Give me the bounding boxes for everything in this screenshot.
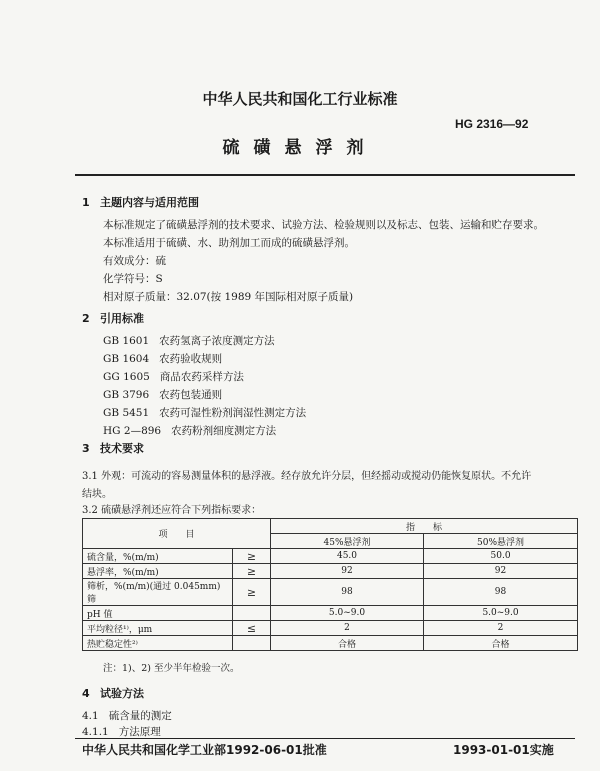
section-3-number: 3 <box>82 442 90 455</box>
section-4-heading <box>82 685 144 701</box>
header-index: 指 标 <box>271 519 578 534</box>
row-value-45: 98 <box>271 579 424 606</box>
row-value-50: 5.0~9.0 <box>424 606 578 621</box>
reference-item: HG 2—896 农药粉剂细度测定方法 <box>103 425 277 437</box>
para-3-2: 3.2 硫磺悬浮剂还应符合下列指标要求： <box>82 505 262 516</box>
row-label: 平均粒径¹⁾，μm <box>83 621 233 636</box>
header-item: 项 目 <box>83 519 271 549</box>
row-value-50: 98 <box>424 579 578 606</box>
section-1-title: 主题内容与适用范围 <box>100 196 199 209</box>
table-row <box>83 579 578 606</box>
row-value-50: 92 <box>424 564 578 579</box>
section-2-title: 引用标准 <box>100 312 144 325</box>
para-3-1-line2: 结块。 <box>82 489 112 500</box>
table-row <box>83 549 578 564</box>
reference-item: GB 1604 农药验收规则 <box>103 353 223 365</box>
top-rule <box>75 174 575 176</box>
spec-table <box>82 518 578 651</box>
table-row <box>83 636 578 651</box>
row-value-45: 2 <box>271 621 424 636</box>
row-value-45: 5.0~9.0 <box>271 606 424 621</box>
section-3-heading <box>82 440 144 456</box>
row-value-50: 2 <box>424 621 578 636</box>
reference-item: GG 1605 商品农药采样方法 <box>103 371 244 383</box>
header-50: 50%悬浮剂 <box>424 534 578 549</box>
row-operator: ≥ <box>233 564 271 579</box>
row-operator: ≤ <box>233 621 271 636</box>
org-title: 中华人民共和国化工行业标准 <box>202 90 398 108</box>
row-operator: ≥ <box>233 579 271 606</box>
section-1-heading <box>82 194 199 210</box>
section-1-line: 本标准规定了硫磺悬浮剂的技术要求、试验方法、检验规则以及标志、包装、运输和贮存要求。 <box>103 219 544 231</box>
section-4-number: 4 <box>82 687 90 700</box>
standard-code: HG 2316—92 <box>455 117 529 131</box>
section-1-line: 有效成分：硫 <box>103 255 166 267</box>
header-45: 45%悬浮剂 <box>271 534 424 549</box>
section-1-line: 化学符号：S <box>103 273 163 285</box>
row-value-50: 50.0 <box>424 549 578 564</box>
subsection-4-1-1: 4.1.1 方法原理 <box>82 726 161 738</box>
row-label: 悬浮率，%(m/m) <box>83 564 233 579</box>
table-row <box>83 621 578 636</box>
row-value-50: 合格 <box>424 636 578 651</box>
table-note: 注：1)、2) 至少半年检验一次。 <box>103 663 240 674</box>
row-label: pH 值 <box>83 606 233 621</box>
row-operator <box>233 636 271 651</box>
row-label: 筛析，%(m/m)(通过 0.045mm)筛 <box>83 579 233 606</box>
section-3-title: 技术要求 <box>100 442 144 455</box>
table-header-row <box>83 519 578 534</box>
section-1-number: 1 <box>82 196 90 209</box>
subsection-4-1: 4.1 硫含量的测定 <box>82 710 172 722</box>
approval-line: 中华人民共和国化学工业部1992-06-01批准 <box>82 743 327 757</box>
section-1-line: 本标准适用于硫磺、水、助剂加工而成的硫磺悬浮剂。 <box>103 237 355 249</box>
table-row <box>83 606 578 621</box>
row-label: 硫含量，%(m/m) <box>83 549 233 564</box>
reference-item: GB 5451 农药可湿性粉剂润湿性测定方法 <box>103 407 307 419</box>
reference-item: GB 1601 农药氢离子浓度测定方法 <box>103 335 275 347</box>
row-value-45: 45.0 <box>271 549 424 564</box>
row-value-45: 92 <box>271 564 424 579</box>
section-1-line: 相对原子质量：32.07(按 1989 年国际相对原子质量) <box>103 291 354 303</box>
bottom-rule <box>75 738 575 739</box>
row-value-45: 合格 <box>271 636 424 651</box>
section-2-heading <box>82 310 144 326</box>
section-2-number: 2 <box>82 312 90 325</box>
row-operator: ≥ <box>233 549 271 564</box>
row-label: 热贮稳定性²⁾ <box>83 636 233 651</box>
para-3-1-line1: 3.1 外观：可流动的容易测量体积的悬浮液。经存放允许分层，但经摇动或搅动仍能恢复原状。不允许 <box>82 471 532 482</box>
doc-title: 硫磺悬浮剂 <box>222 138 378 158</box>
table-row <box>83 564 578 579</box>
section-4-title: 试验方法 <box>100 687 144 700</box>
implementation-date: 1993-01-01实施 <box>453 743 554 757</box>
row-operator <box>233 606 271 621</box>
reference-item: GB 3796 农药包装通则 <box>103 389 223 401</box>
